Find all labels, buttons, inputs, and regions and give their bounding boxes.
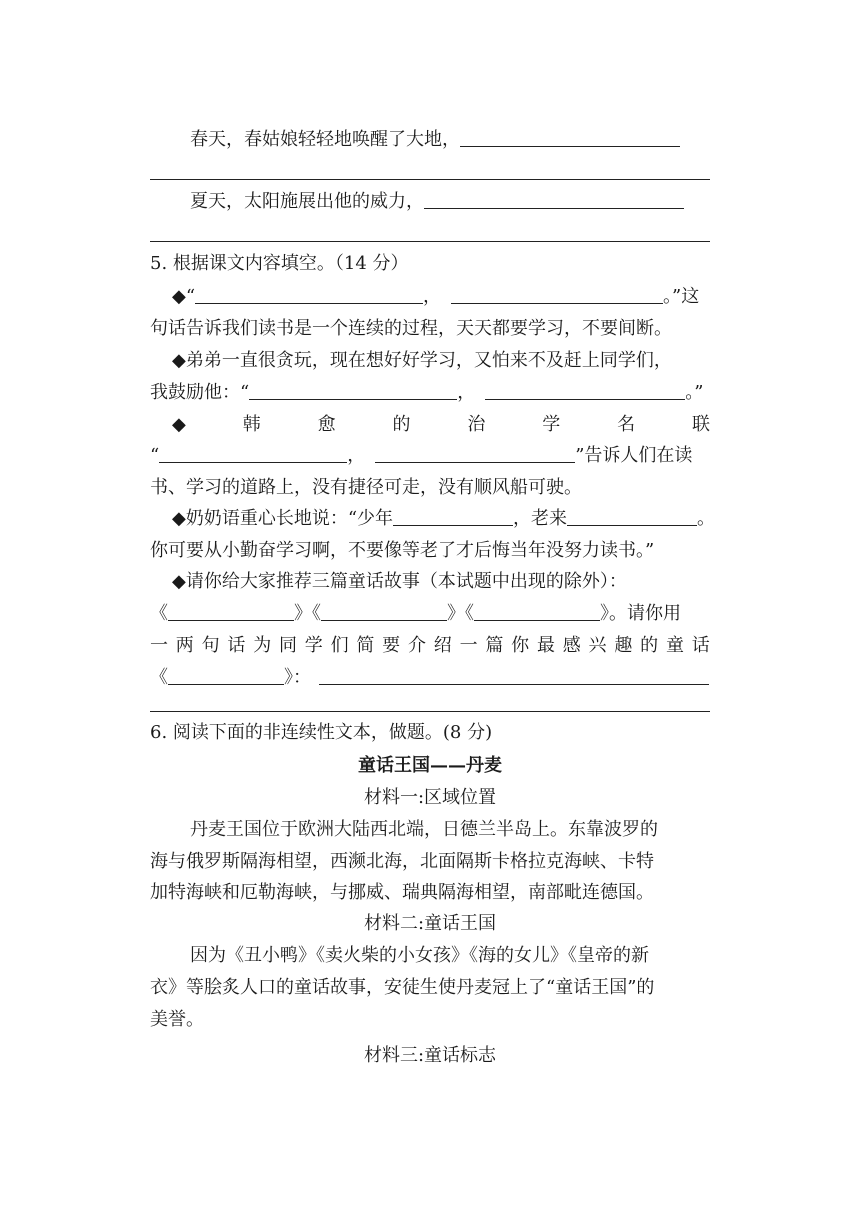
text: 》 [294, 603, 312, 624]
q5-item5-line1: ◆请你给大家推荐三篇童话故事（本试题中出现的除外）： [172, 571, 627, 592]
text: 介 [407, 635, 426, 656]
answer-blank[interactable] [485, 379, 685, 400]
text: 你 [511, 635, 530, 656]
material-2-title: 材料二:童话王国 [363, 913, 497, 934]
material-2-line3: 美誉。 [150, 1009, 204, 1030]
text: 韩 [242, 414, 261, 435]
text: 要 [382, 635, 401, 656]
text: 《 [150, 667, 168, 688]
answer-blank[interactable] [195, 283, 423, 304]
summer-prompt: 夏天，太阳施展出他的威力， [190, 191, 424, 212]
text: 句 [201, 635, 220, 656]
answer-blank[interactable] [474, 600, 600, 621]
answer-blank[interactable] [451, 283, 663, 304]
text: 。”这 [663, 286, 700, 307]
text: 。请你用 [609, 603, 681, 624]
spring-line [150, 124, 710, 156]
text: 同 [278, 635, 297, 656]
answer-rule[interactable] [150, 179, 710, 180]
text: 一 [150, 635, 168, 656]
text: 联 [691, 414, 710, 435]
answer-blank[interactable] [460, 126, 680, 147]
q5-item3-line2 [150, 440, 710, 472]
question-6-title: 6. 阅读下面的非连续性文本，做题。(8 分) [150, 722, 493, 743]
answer-blank[interactable] [319, 664, 709, 685]
answer-blank[interactable] [393, 505, 513, 526]
text: 话 [691, 635, 710, 656]
q5-item3-line1 [150, 409, 710, 441]
text: 最 [536, 635, 555, 656]
q5-item5-line3 [150, 630, 710, 662]
text: 学 [542, 414, 561, 435]
text: 感 [562, 635, 581, 656]
text: 兴 [588, 635, 607, 656]
text: 为 [253, 635, 272, 656]
q5-item2-line1: ◆弟弟一直很贪玩，现在想好好学习，又怕来不及赶上同学们， [172, 350, 672, 371]
text: 《 [312, 603, 321, 624]
text: ，老来 [513, 508, 568, 529]
text: ， [347, 445, 366, 466]
material-1-line2: 海与俄罗斯隔海相望，西濒北海，北面隔斯卡格拉克海峡、卡特 [150, 851, 654, 872]
material-1-line1: 丹麦王国位于欧洲大陆西北端，日德兰半岛上。东靠波罗的 [190, 819, 658, 840]
text: 趣 [614, 635, 633, 656]
text: 愈 [317, 414, 336, 435]
text: ◆ [172, 414, 186, 435]
material-3-title: 材料三:童话标志 [363, 1045, 497, 1066]
text: 们 [330, 635, 349, 656]
q5-item4-line2: 你可要从小勤奋学习啊，不要像等老了才后悔当年没努力读书。” [150, 540, 655, 561]
q5-item5-line2 [150, 598, 710, 630]
text: ◆奶奶语重心长地说：“少年 [172, 508, 394, 529]
summer-line [150, 186, 710, 218]
answer-blank[interactable] [159, 442, 347, 463]
answer-blank[interactable] [168, 600, 294, 621]
text: 名 [617, 414, 636, 435]
q5-item3-line3: 书、学习的道路上，没有捷径可走，没有顺风船可驶。 [150, 477, 582, 498]
text: 。 [697, 508, 716, 529]
answer-blank[interactable] [168, 664, 284, 685]
text: 的 [392, 414, 411, 435]
answer-rule[interactable] [150, 241, 710, 242]
text: 的 [640, 635, 659, 656]
text: ， [457, 382, 476, 403]
text: ◆“ [172, 286, 196, 307]
question-5-title: 5. 根据课文内容填空。（14 分） [150, 253, 409, 274]
text: 学 [304, 635, 323, 656]
q5-item5-line4 [150, 662, 710, 694]
material-2-line2: 衣》等脍炙人口的童话故事，安徒生使丹麦冠上了“童话王国”的 [150, 977, 655, 998]
text: 简 [356, 635, 375, 656]
text: ”告诉人们在读 [575, 445, 693, 466]
material-2-line1: 因为《丑小鸭》《卖火柴的小女孩》《海的女儿》《皇帝的新 [190, 945, 649, 966]
text: 话 [227, 635, 246, 656]
text: 篇 [485, 635, 504, 656]
q5-item2-line2 [150, 377, 710, 409]
text: 一 [459, 635, 478, 656]
answer-blank[interactable] [567, 505, 697, 526]
text: 绍 [433, 635, 452, 656]
material-1-title: 材料一:区域位置 [363, 787, 497, 808]
text: 》： [284, 667, 311, 688]
text: 《 [150, 603, 168, 624]
text: 治 [467, 414, 486, 435]
passage-heading: 童话王国——丹麦 [358, 755, 502, 776]
answer-blank[interactable] [249, 379, 457, 400]
material-1-line3: 加特海峡和厄勒海峡，与挪威、瑞典隔海相望，南部毗连德国。 [150, 882, 654, 903]
text: 两 [175, 635, 194, 656]
q5-item4-line1 [150, 503, 716, 535]
answer-blank[interactable] [321, 600, 447, 621]
answer-blank[interactable] [424, 188, 684, 209]
spring-prompt: 春天，春姑娘轻轻地唤醒了大地， [190, 129, 460, 150]
text: “ [150, 445, 160, 466]
text: ， [423, 286, 442, 307]
text: 。” [685, 382, 704, 403]
q5-item1-line2: 句话告诉我们读书是一个连续的过程，天天都要学习，不要间断。 [150, 318, 672, 339]
text: 《 [465, 603, 474, 624]
text: 童 [665, 635, 684, 656]
answer-blank[interactable] [375, 442, 575, 463]
answer-rule[interactable] [150, 711, 710, 712]
text: 》 [447, 603, 465, 624]
text: 》 [600, 603, 609, 624]
text: 我鼓励他：“ [150, 382, 250, 403]
q5-item1-line1 [150, 281, 710, 313]
